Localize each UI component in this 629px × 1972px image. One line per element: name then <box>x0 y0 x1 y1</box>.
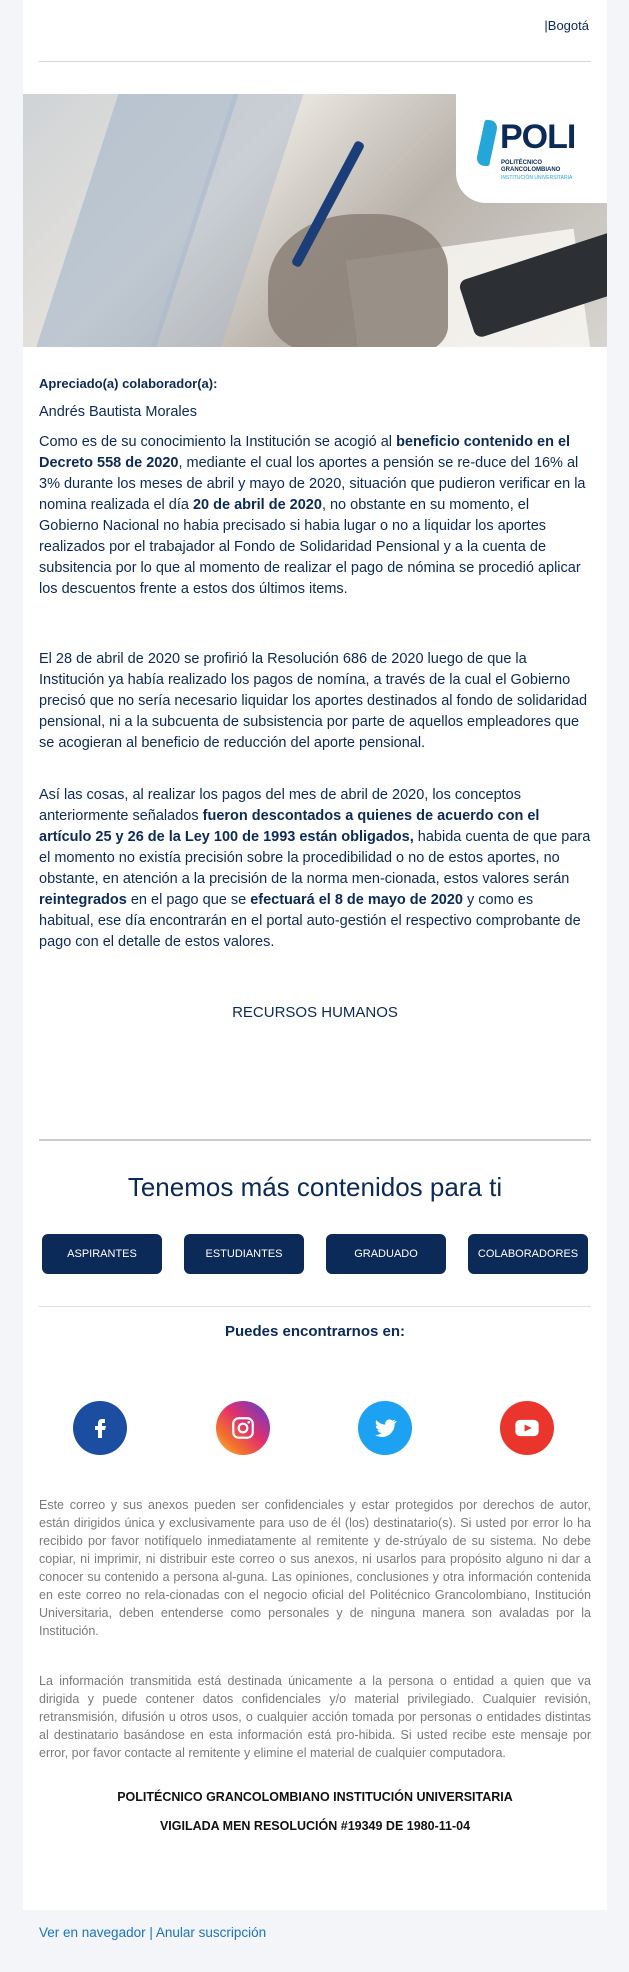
footer-separator: | <box>149 1925 153 1940</box>
twitter-icon[interactable] <box>358 1401 412 1455</box>
graduado-button[interactable]: GRADUADO <box>326 1234 446 1274</box>
paragraph-2: El 28 de abril de 2020 se profirió la Resolución 686 de 2020 luego de que la Institución ya había realizado los pagos de nomína, a través de la cual el Gobierno precisó que no sería necesario liquidar los aportes destinados al fondo de solidaridad pensional, ni a la subcuenta de subsistencia por parte de aquellos empleadores que se acogieran al beneficio de reducción del aporte pensional. <box>39 651 588 751</box>
section-divider <box>39 1139 591 1141</box>
more-content-title: Tenemos más contenidos para ti <box>127 1172 503 1202</box>
facebook-icon[interactable] <box>73 1401 127 1455</box>
greeting: Apreciado(a) colaborador(a): <box>39 376 218 391</box>
legal-disclaimer-2: La información transmitida está destinada únicamente a la persona o entidad a quien que va dirigida y puede contener datos confidenciales y/o material privilegiado. Cualquier revisión, retransmisión, difusión u otros usos, o cualquier acción tomada por personas o entidades distintas al destinatario basándose en esta información está pro-hibida. Si usted recibe este mensaje por error, por favor contacte al remitente y elimine el material de cualquier computadora. <box>39 1674 591 1760</box>
estudiantes-button[interactable]: ESTUDIANTES <box>184 1234 304 1274</box>
youtube-icon[interactable] <box>500 1401 554 1455</box>
paragraph-3: Así las cosas, al realizar los pagos del mes de abril de 2020, los conceptos anteriormente señalados fueron descontados a quienes de acuerdo con el artículo 25 y 26 de la Ley 100 de 1993 están obligados, habida cuenta de que para el momento no existía precisión sobre la procedibilidad o no de estos aportes, no obstante, en atención a la precisión de la norma men-cionada, estos valores serán reintegrados en el pago que se efectuará el 8 de mayo de 2020 y como es habitual, ese día encontrarán en el portal auto-gestión el respectivo comprobante de pago con el detalle de estos valores. <box>39 787 591 950</box>
email-card <box>23 0 607 1910</box>
logo-subtitle: POLITÉCNICO GRANCOLOMBIANO <box>501 160 561 173</box>
footer-links <box>39 1925 266 1940</box>
view-in-browser-link[interactable]: Ver en navegador <box>39 1925 146 1940</box>
location-text: |Bogotá <box>544 18 589 33</box>
recipient-name: Andrés Bautista Morales <box>39 404 197 420</box>
logo-tagline: INSTITUCIÓN UNIVERSITARIA <box>501 175 573 181</box>
paragraph-1: Como es de su conocimiento la Institución se acogió al beneficio contenido en el Decreto 558 de 2020, mediante el cual los aportes a pensión se re-duce del 16% al 3% durante los meses de abril y mayo de 2020, situación que pudieron verificar en la nomina realizada el día 20 de abril de 2020, no obstante en su momento, el Gobierno Nacional no habia precisado si habia lugar o no a liquidar los aportes realizados por el trabajador al Fondo de Solidaridad Pensional y a la cuenta de subsitencia por lo que al momento de realizar el pago de nómina se procedió aplicar los descuentos frente a estos dos últimos items. <box>39 434 586 597</box>
vigilada-text: VIGILADA MEN RESOLUCIÓN #19349 DE 1980-11-04 <box>159 1819 471 1833</box>
legal-disclaimer-1: Este correo y sus anexos pueden ser confidenciales y estar protegidos por derechos de autor, están dirigidos única y exclusivamente para uso de él (los) destinatario(s). Si usted por error lo ha recibido por favor notifíquelo inmediatamente al remitente y de-strúyalo de su sistema. No debe copiar, ni imprimir, ni distribuir este correo o sus anexos, ni usarlos para propósito alguno ni dar a conocer su contenido a persona al-guna. Las opiniones, conclusiones y otra información contenida en este correo no rela-cionadas con el negocio oficial del Politécnico Grancolombiano, Institución Universitaria, deben entenderse como personales y de ninguna manera son avaladas por la Institución. <box>39 1498 591 1638</box>
institution-name: POLITÉCNICO GRANCOLOMBIANO INSTITUCIÓN UNIVERSITARIA <box>117 1790 513 1804</box>
unsubscribe-link[interactable]: Anular suscripción <box>155 1925 267 1940</box>
top-divider <box>39 61 591 62</box>
poli-logo <box>456 94 607 203</box>
signature: RECURSOS HUMANOS <box>232 1004 398 1021</box>
find-us-title: Puedes encontrarnos en: <box>224 1323 406 1340</box>
aspirantes-button[interactable]: ASPIRANTES <box>42 1234 162 1274</box>
thin-divider <box>39 1306 591 1307</box>
colaboradores-button[interactable]: COLABORADORES <box>468 1234 588 1274</box>
logo-name: POLI <box>500 118 576 156</box>
logo-mark-icon <box>475 120 499 166</box>
instagram-icon[interactable] <box>216 1401 270 1455</box>
